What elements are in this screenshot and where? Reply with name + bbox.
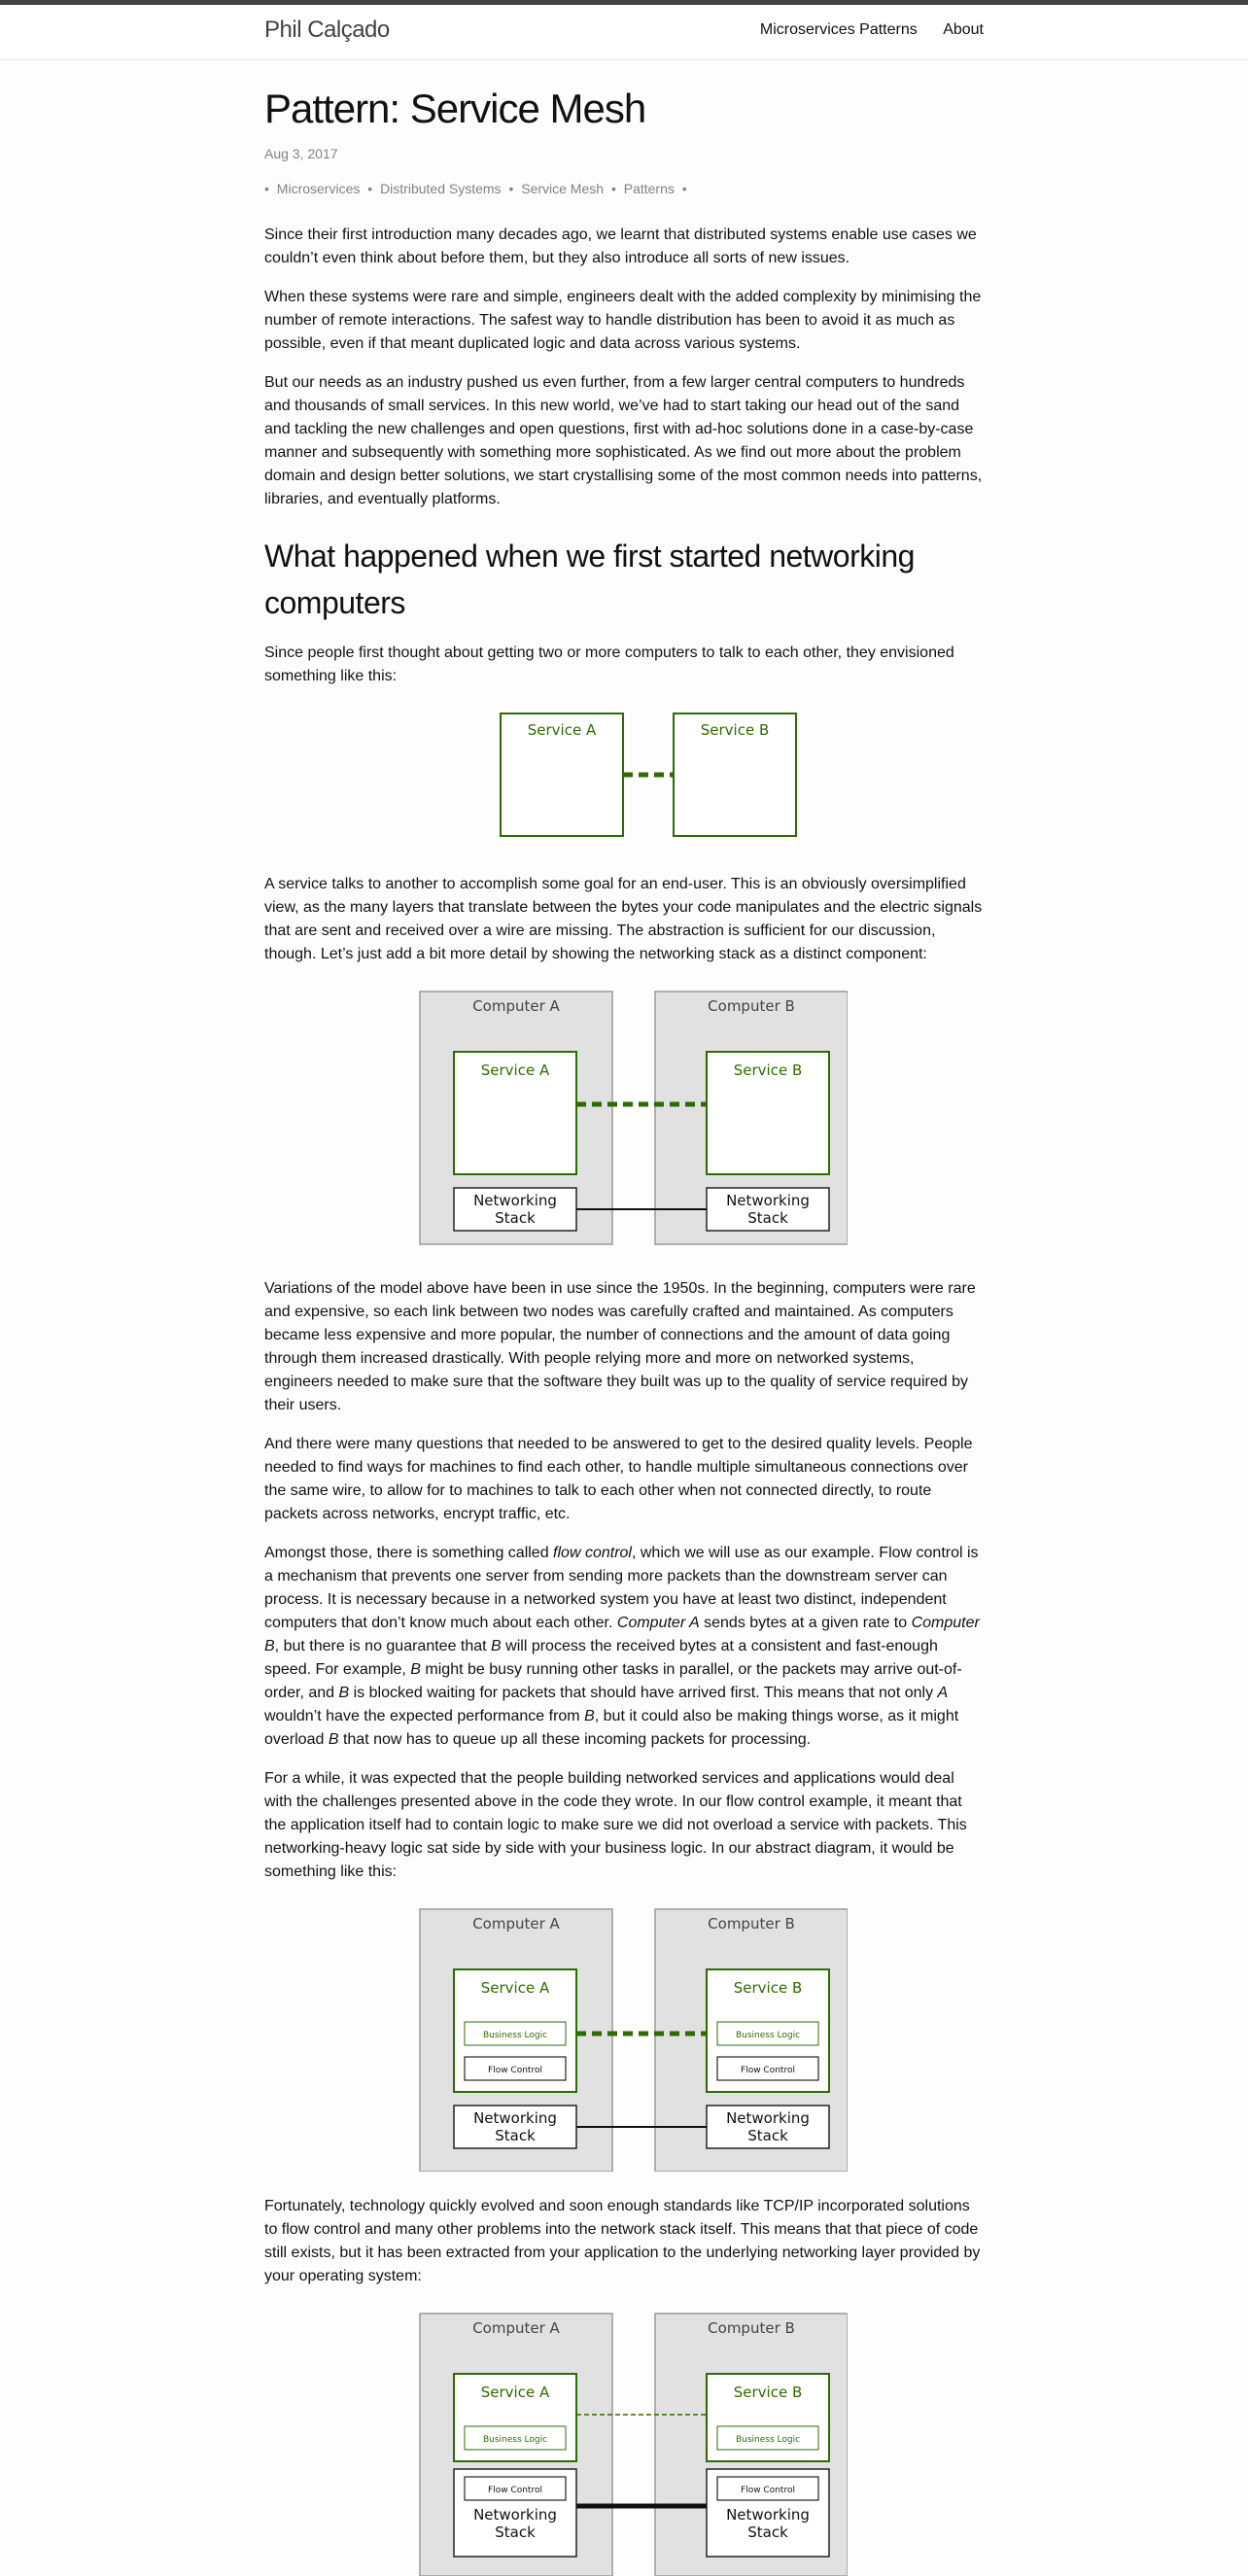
diagram-flow-control-in-stack — [400, 2304, 848, 2576]
tag-separator: • — [367, 181, 373, 197]
paragraph: When these systems were rare and simple, engineers dealt with the added complexity by minimising the number of remote interactions. The safest way to handle distribution has been to avoid it as much as possible, even if that meant duplicated logic and data across various systems. — [264, 289, 982, 353]
service-a-label: Service A — [480, 1062, 550, 1080]
tag-link[interactable]: Service Mesh — [521, 181, 605, 197]
text-run: , but there is no guarantee that — [274, 1638, 492, 1655]
service-a-label: Service A — [527, 721, 597, 740]
flow-control-b-label: Flow Control — [741, 2066, 795, 2076]
emphasis: B — [410, 1661, 421, 1679]
emphasis: B — [328, 1731, 339, 1749]
business-logic-a-label: Business Logic — [482, 2435, 548, 2446]
text-run: is blocked waiting for packets that should have arrived first. This means that not only — [349, 1685, 938, 1702]
paragraph-flow-control — [264, 1542, 984, 1752]
diagram-two-services — [420, 704, 828, 850]
paragraph: Since their first introduction many decades ago, we learnt that distributed systems enable use cases we couldn’t even think about before them, but they also introduce all sorts of new issues. — [264, 226, 977, 267]
service-a-label: Service A — [480, 1979, 550, 1998]
emphasis: Computer B — [264, 1615, 980, 1655]
flow-control-a-label: Flow Control — [488, 2066, 542, 2076]
post-tags — [264, 181, 984, 196]
tag-separator: • — [610, 181, 616, 197]
networking-stack-b-line1: Networking — [726, 1192, 810, 1210]
nav-about[interactable]: About — [943, 21, 984, 38]
flow-control-b-label: Flow Control — [741, 2486, 795, 2496]
service-a-label: Service A — [480, 2384, 550, 2402]
service-b-label: Service B — [733, 1062, 803, 1080]
networking-stack-a-line1: Networking — [473, 2109, 557, 2128]
computer-a-label: Computer A — [472, 1915, 560, 1933]
tag-separator: • — [264, 181, 269, 197]
computer-b-label: Computer B — [708, 2319, 795, 2338]
paragraph: Fortunately, technology quickly evolved and soon enough standards like TCP/IP incorporated solutions to flow control and many other problems into the network stack itself. This means that that piece of code still exists, but it has been extracted from your application to the underlying networking layer provided by your operating system: — [264, 2198, 981, 2285]
computer-b-label: Computer B — [708, 1915, 795, 1933]
computer-a-label: Computer A — [472, 2319, 560, 2338]
paragraph: Variations of the model above have been in use since the 1950s. In the beginning, computers were rare and expensive, so each link between two nodes was carefully crafted and maintained. As computers became less expensive and more popular, the number of connections and the amount of data going through them increased drastically. With people relying more and more on networked systems, engineers needed to make sure that the software they built was up to the quality of service required by their users. — [264, 1280, 976, 1414]
site-header — [0, 5, 1248, 60]
text-run: , which we will use as our example. Flow control is a mechanism that prevents one server from sending more packets than the downstream server can process. It is necessary because in a networked system you have at least two distinct, independent computers that don’t know much about each other. — [264, 1545, 979, 1632]
main-nav — [739, 21, 984, 39]
tag-link[interactable]: Distributed Systems — [380, 181, 502, 197]
emphasis: Computer A — [616, 1615, 700, 1632]
paragraph: For a while, it was expected that the people building networked services and applications would deal with the challenges presented above in the code they wrote. In our flow control example, it meant that the application itself had to contain logic to make sure we did not overload a service with packets. This networking-heavy logic sat side by side with your business logic. In our abstract diagram, it would be something like this: — [264, 1770, 967, 1881]
text-run: might be busy running other tasks in parallel, or the packets may arrive out-of-order, and — [264, 1661, 962, 1702]
networking-stack-b-line1: Networking — [726, 2109, 810, 2128]
networking-stack-b-line1: Networking — [726, 2506, 810, 2524]
networking-stack-b-line2: Stack — [747, 1209, 788, 1228]
paragraph: But our needs as an industry pushed us even further, from a few larger central computers to hundreds and thousands of small services. In this new world, we’ve had to start taking our head out of the sand and tackling the new challenges and open questions, first with ad-hoc solutions done in a case-by-case manner and subsequently with something more sophisticated. As we find out more about the problem domain and design better solutions, we start crystallising some of the most common needs into patterns, libraries, and eventually platforms. — [264, 374, 983, 508]
text-run: wouldn’t have the expected performance from — [264, 1708, 585, 1725]
diagram-network-stack — [400, 982, 848, 1254]
networking-stack-a-line1: Networking — [473, 1192, 557, 1210]
post-content — [264, 86, 984, 2576]
text-run: , but it could also be making things worse, as it might overload — [264, 1708, 959, 1749]
service-b-label: Service B — [733, 1979, 803, 1998]
emphasis: A — [937, 1685, 949, 1702]
tag-separator: • — [508, 181, 514, 197]
text-run: that now has to queue up all these incoming packets for processing. — [338, 1731, 812, 1749]
emphasis: B — [491, 1638, 502, 1655]
networking-stack-a-line2: Stack — [495, 2127, 536, 2145]
paragraph: And there were many questions that needed to be answered to get to the desired quality levels. People needed to find ways for machines to find each other, to handle multiple simultaneous connections over the same wire, to allow for to machines to talk to each other when not connected directly, to route packets across networks, encrypt traffic, etc. — [264, 1436, 973, 1523]
service-b-label: Service B — [700, 721, 770, 740]
networking-stack-a-line2: Stack — [495, 2524, 536, 2542]
emphasis: B — [584, 1708, 595, 1725]
business-logic-b-label: Business Logic — [735, 2435, 801, 2446]
emphasis: B — [338, 1685, 350, 1702]
nav-microservices-patterns[interactable]: Microservices Patterns — [759, 21, 918, 38]
networking-stack-b-line2: Stack — [747, 2127, 788, 2145]
text-run: Amongst those, there is something called — [264, 1545, 554, 1562]
paragraph: A service talks to another to accomplish some goal for an end-user. This is an obviously oversimplified view, as the many layers that translate between the bytes your code manipulates and the electric signals that are sent and received over a wire are missing. The abstraction is sufficient for our discussion, though. Let’s just add a bit more detail by showing the networking stack as a distinct component: — [264, 876, 983, 963]
tag-link[interactable]: Microservices — [276, 181, 361, 197]
business-logic-b-label: Business Logic — [735, 2031, 801, 2041]
text-run: sends bytes at a given rate to — [699, 1615, 912, 1632]
paragraph: Since people first thought about getting two or more computers to talk to each other, they envisioned something like this: — [264, 644, 954, 685]
networking-stack-a-line1: Networking — [473, 2506, 557, 2524]
service-b-label: Service B — [733, 2384, 803, 2402]
computer-a-label: Computer A — [472, 997, 560, 1016]
networking-stack-b-line2: Stack — [747, 2524, 788, 2542]
computer-b-label: Computer B — [708, 997, 795, 1016]
text-run: will process the received bytes at a consistent and fast-enough speed. For example, — [264, 1638, 938, 1679]
networking-stack-a-line2: Stack — [495, 1209, 536, 1228]
site-title-link[interactable]: Phil Calçado — [264, 17, 390, 43]
post-title: Pattern: Service Mesh — [264, 86, 646, 131]
emphasis: flow control — [553, 1545, 632, 1562]
tag-separator: • — [681, 181, 687, 197]
section-heading: What happened when we first started networking computers — [264, 539, 915, 621]
tag-link[interactable]: Patterns — [623, 181, 675, 197]
diagram-flow-control-in-app — [400, 1899, 848, 2172]
flow-control-a-label: Flow Control — [488, 2486, 542, 2496]
post-date: Aug 3, 2017 — [264, 146, 338, 162]
business-logic-a-label: Business Logic — [482, 2031, 548, 2041]
